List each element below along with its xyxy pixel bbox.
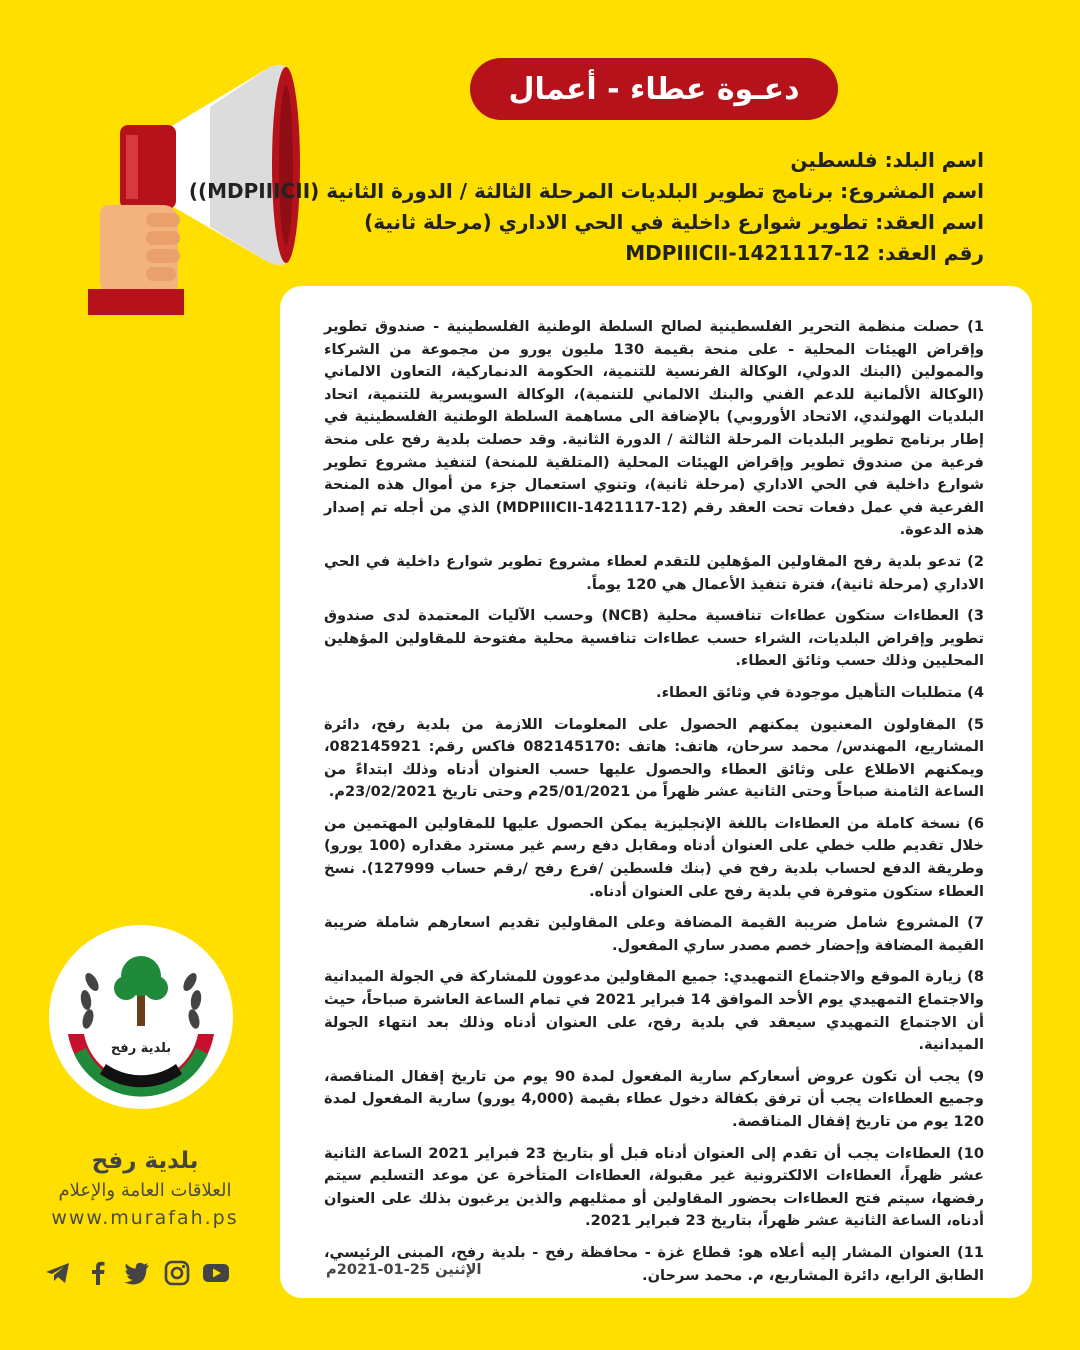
contract-number-line: رقم العقد: MDPIIICII-1421117-12 (625, 241, 984, 265)
publish-date: الإثنين 25-01-2021م (326, 1261, 482, 1278)
contract-name-line: اسم العقد: تطوير شوارع داخلية في الحي الاداري (مرحلة ثانية) (364, 210, 984, 234)
country-line: اسم البلد: فلسطين (790, 148, 984, 172)
municipality-logo (48, 924, 234, 1110)
instagram-icon[interactable] (163, 1259, 191, 1287)
svg-text:بلدية رفح: بلدية رفح (110, 1041, 172, 1056)
project-line: اسم المشروع: برنامج تطوير البلديات المرحلة الثالثة / الدورة الثانية (MDPIIICII)) (188, 179, 984, 203)
page-title: دعـوة عطاء - أعمال (470, 58, 838, 120)
paragraph-4: 4) متطلبات التأهيل موجودة في وثائق العطاء. (656, 683, 984, 701)
paragraph-5: 5) المقاولون المعنيون يمكنهم الحصول على المعلومات اللازمة من بلدية رفح، دائرة المشاريع، المهندس/ محمد سرحان، هاتف: هاتف :082145170 فاكس رقم: 082145921، ويمكنهم الاطلاع على وثائق العطاء والحصول عليها حسب العنوان أدناه وذلك ابتداءً من الساعة الثامنة صباحاً وحتى الثانية عشر ظهراً من 25/01/2021م وحتى تاريخ 23/02/2021م. (324, 715, 984, 801)
paragraph-1: 1) حصلت منظمة التحرير الفلسطينية لصالح السلطة الوطنية الفلسطينية - صندوق تطوير وإقراض الهيئات المحلية - على منحة بقيمة 130 مليون يورو من مجموعة من الشركاء والممولين (البنك الدولي، الوكالة الفرنسية للتنمية، الحكومة الدنماركية، التعاون الالماني (الوكالة الألمانية للدعم الفني والبنك الالماني للتنمية)، الوكالة السويسرية للتنمية، اتحاد البلديات الهولندي، الاتحاد الأوروبي) بالإضافة الى مساهمة السلطة الوطنية الفلسطينية في إطار برنامج تطوير البلديات المرحلة الثالثة / الدورة الثانية. وقد حصلت بلدية رفح على منحة فرعية من صندوق تطوير وإقراض الهيئات المحلية (المتلقية للمنحة) لتنفيذ مشروع تطوير شوارع داخلية في الحي الاداري (مرحلة ثانية)، وتنوي استعمال جزء من أموال هذه المنحة الفرعية في عمل دفعات تحت العقد رقم (MDPIIICII-1421117-12) الذي من أجله تم إصدار هذه الدعوة. (324, 318, 984, 539)
org-website[interactable]: www.murafah.ps (51, 1207, 239, 1229)
facebook-icon[interactable] (84, 1259, 112, 1287)
paragraph-6: 6) نسخة كاملة من العطاءات باللغة الإنجليزية يمكن الحصول عليها للمقاولين المهتمين من خلال تقديم طلب خطي على العنوان أدناه ومقابل دفع رسم غير مسترد مقداره (100 يورو) وطريقة الدفع لحساب بلدية رفح في (بنك فلسطين /فرع رفح /رقم حساب 127999). نسخ العطاء ستكون متوفرة في بلدية رفح على العنوان أدناه. (324, 814, 984, 900)
telegram-icon[interactable] (44, 1259, 72, 1287)
paragraph-9: 9) يجب أن تكون عروض أسعاركم سارية المفعول لمدة 90 يوم من تاريخ إقفال المناقصة، وجميع العطاءات يجب أن ترفق بكفالة دخول عطاء بقيمة (4,000 يورو) سارية المفعول لمدة 120 يوم من تاريخ إقفال المناقصة. (324, 1067, 984, 1130)
social-links (44, 1258, 230, 1288)
paragraph-8: 8) زيارة الموقع والاجتماع التمهيدي: جميع المقاولين مدعوون للمشاركة في الجولة الميدانية والاجتماع التمهيدي يوم الأحد الموافق 14 فبراير 2021 في تمام الساعة العاشرة صباحاً، حيث أن الاجتماع التمهيدي سيعقد في بلدية رفح، على العنوان أدناه وذلك بعد انتهاء الجولة الميدانية. (324, 968, 984, 1054)
organization-info (30, 1148, 260, 1229)
paragraph-3: 3) العطاءات ستكون عطاءات تنافسية محلية (NCB) وحسب الآليات المعتمدة لدى صندوق تطوير وإقراض البلديات، الشراء حسب عطاءات تنافسية محلية مفتوحة للمقاولين المؤهلين المحليين وذلك حسب وثائق العطاء. (324, 607, 984, 670)
org-department: العلاقات العامة والإعلام (58, 1180, 232, 1201)
org-name: بلدية رفح (91, 1148, 199, 1174)
paragraph-10: 10) العطاءات يجب أن تقدم إلى العنوان أدناه قبل أو بتاريخ 23 فبراير 2021 الساعة الثانية عشر ظهراً، العطاءات الالكترونية غير مقبولة، العطاءات المتأخرة عن موعد التسليم سيتم رفضها، سيتم فتح العطاءات بحضور المقاولين أو ممثليهم والذين يرغبون بذلك على العنوان أدناه، الساعة الثانية عشر ظهراً، بتاريخ 23 فبراير 2021. (324, 1144, 984, 1230)
youtube-icon[interactable] (202, 1259, 230, 1287)
tender-header (188, 145, 984, 269)
twitter-icon[interactable] (123, 1259, 151, 1287)
tender-body-card (280, 286, 1032, 1298)
paragraph-11: 11) العنوان المشار إليه أعلاه هو: قطاع غزة - محافظة رفح - بلدية رفح، المبنى الرئيسي، الطابق الرابع، دائرة المشاريع، م. محمد سرحان. (324, 1243, 984, 1284)
paragraph-2: 2) تدعو بلدية رفح المقاولين المؤهلين للتقدم لعطاء مشروع تطوير شوارع داخلية في الحي الاداري (مرحلة ثانية)، فترة تنفيذ الأعمال هي 120 يوماً. (324, 552, 984, 593)
paragraph-7: 7) المشروع شامل ضريبة القيمة المضافة وعلى المقاولين تقديم اسعارهم شاملة ضريبة القيمة المضافة وإحضار خصم مصدر ساري المفعول. (324, 914, 984, 954)
